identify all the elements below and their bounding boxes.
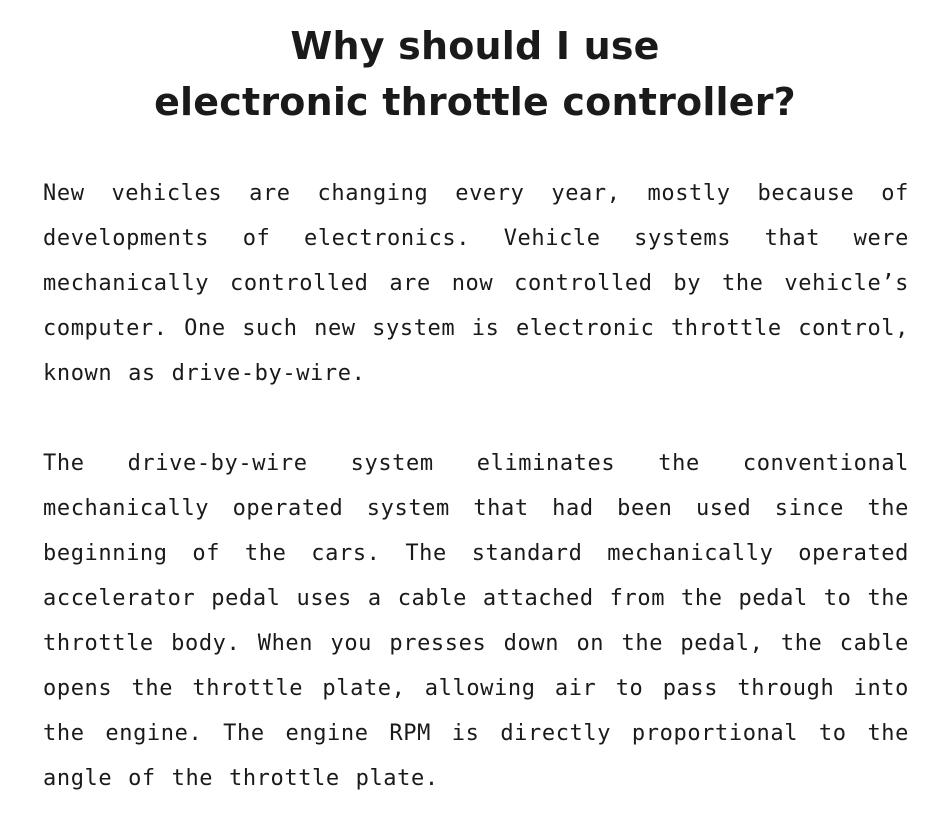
page-title [0, 18, 950, 130]
title-line-2: electronic throttle controller? [154, 80, 796, 124]
title-line-1: Why should I use [290, 24, 660, 68]
paragraph-drive-by-wire: The drive-by-wire system eliminates the conventional mechanically operated system that had been used since the beginning of the cars. The standard mechanically operated accelerator pedal uses a cable attached from the pedal to the throttle body. When you presses down on the pedal, the cable opens the throttle plate, allowing air to pass through into the engine. The engine RPM is directly proportional to the angle of the throttle plate. [43, 451, 909, 791]
paragraph-intro: New vehicles are changing every year, mostly because of developments of electronics. Vehicle systems that were mechanically controlled are now controlled by the vehicle’s computer. One such new system is electronic throttle control, known as drive-by-wire. [43, 181, 909, 386]
